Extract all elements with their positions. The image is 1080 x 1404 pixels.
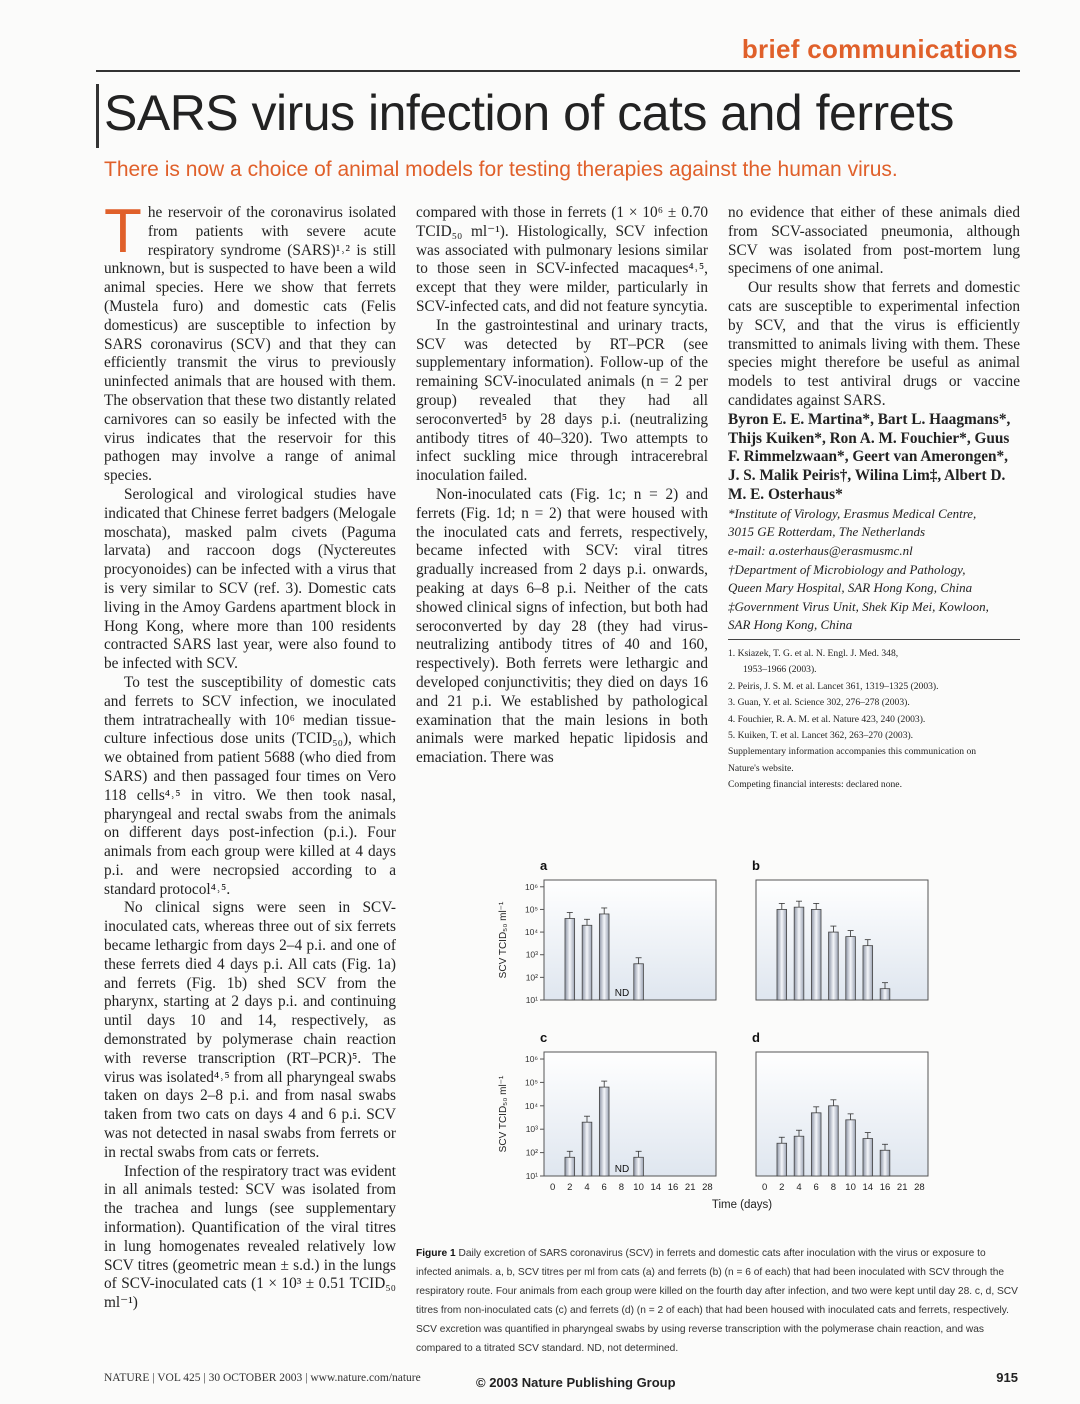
y-axis-label: SCV TCID₅₀ ml⁻¹ bbox=[498, 901, 509, 979]
data-bar bbox=[863, 946, 873, 1000]
y-tick-label: 10² bbox=[525, 972, 538, 983]
x-tick-label: 28 bbox=[702, 1182, 713, 1193]
panel-label: a bbox=[540, 858, 548, 873]
data-bar bbox=[811, 1113, 821, 1176]
paragraph: In the gastrointestinal and urinary tracts, SCV was detected by RT–PCR (see supplementary information). Follow-up of the remaining SCV-inoculated animals (n = 2 per group) revealed that they had all seroconverted⁵ by 28 days p.i. (neutralizing antibody titres of 40–320). Two attempts to infect suckling mice through intracerebral inoculation failed. bbox=[416, 316, 708, 485]
x-tick-label: 16 bbox=[879, 1182, 891, 1193]
panel-label: b bbox=[752, 858, 760, 873]
data-bar bbox=[846, 1120, 856, 1176]
figure-caption bbox=[416, 1244, 1020, 1358]
x-tick-label: 0 bbox=[761, 1182, 768, 1193]
x-tick-label: 21 bbox=[896, 1182, 908, 1193]
y-tick-label: 10³ bbox=[525, 949, 538, 960]
data-bar bbox=[880, 1150, 890, 1176]
reference-continued: 1953–1966 (2003). bbox=[743, 664, 817, 676]
affiliation-3-address: SAR Hong Kong, China bbox=[728, 617, 853, 633]
data-bar bbox=[829, 1106, 839, 1176]
article-title: SARS virus infection of cats and ferrets bbox=[104, 85, 954, 141]
reference: 1. Ksiazek, T. G. et al. N. Engl. J. Med. 348, bbox=[728, 647, 899, 659]
column-1 bbox=[104, 197, 396, 1313]
x-tick-label: 4 bbox=[796, 1182, 802, 1193]
data-bar bbox=[846, 937, 856, 1000]
copyright: © 2003 Nature Publishing Group bbox=[476, 1375, 676, 1390]
reference: 4. Fouchier, R. A. M. et al. Nature 423, 240 (2003). bbox=[728, 713, 926, 725]
x-tick-label: 28 bbox=[914, 1182, 925, 1193]
y-tick-label: 10⁶ bbox=[525, 1054, 538, 1065]
paragraph: Our results show that ferrets and domestic cats are susceptible to experimental infection by SCV, and that the virus is efficiently transmitted to animals living with them. These species might therefore be useful as animal models to test antiviral drugs or vaccine candidates against SARS. bbox=[728, 279, 1020, 409]
y-tick-label: 10¹ bbox=[525, 995, 538, 1005]
reference-list bbox=[728, 646, 1020, 794]
affiliation-1-address: 3015 GE Rotterdam, The Netherlands bbox=[728, 524, 926, 540]
nd-label: ND bbox=[614, 1164, 630, 1175]
figure-1 bbox=[416, 830, 1020, 1230]
competing-interests: Competing financial interests: declared none. bbox=[728, 779, 902, 791]
data-bar bbox=[829, 932, 839, 1000]
data-bar bbox=[599, 914, 609, 1000]
journal-info: NATURE | VOL 425 | 30 OCTOBER 2003 | www.nature.com/nature bbox=[104, 1372, 421, 1384]
column-3 bbox=[728, 204, 1020, 794]
column-2 bbox=[416, 204, 708, 768]
x-tick-label: 6 bbox=[601, 1182, 607, 1193]
paragraph-text: he reservoir of the coronavirus isolated from patients with severe acute respiratory syndrome (SARS)¹˒² is still unknown, but is suspected to have been a wild animal species. Here we show that ferrets (Mustela furo) and domestic cats (Felis domesticus) are susceptible to infection by SARS coronavirus (SCV) and that they can efficiently transmit the virus to previously uninfected animals that are housed with them. The observation that these two distantly related carnivores can so easily be infected with the virus indicates that the reservoir for this pathogen may involve a range of animal species. bbox=[104, 204, 396, 485]
paragraph: compared with those in ferrets (1 × 10⁶ ± 0.70 TCID₅₀ ml⁻¹). Histologically, SCV infection was associated with pulmonary lesions similar to those seen in SCV-infected macaques⁴˒⁵, except that they were milder, particularly in SCV-infected cats, and did not feature syncytia. bbox=[416, 204, 708, 315]
data-bar bbox=[811, 909, 821, 1000]
supplementary-note: Supplementary information accompanies this communication on bbox=[728, 746, 977, 758]
x-tick-label: 21 bbox=[684, 1182, 696, 1193]
author-list: Byron E. E. Martina*, Bart L. Haagmans*, Thijs Kuiken*, Ron A. M. Fouchier*, Guus F. Rimmelzwaan*, Geert van Amerongen*, J. S. Malik Peiris†, Wilina Lim‡, Albert D. M. E. Osterhaus* bbox=[728, 410, 1011, 503]
affiliation-2-address: Queen Mary Hospital, SAR Hong Kong, China bbox=[728, 580, 973, 596]
article-subtitle: There is now a choice of animal models for testing therapies against the human virus. bbox=[104, 158, 898, 181]
affiliation-3: ‡Government Virus Unit, Shek Kip Mei, Kowloon, bbox=[728, 598, 989, 614]
y-tick-label: 10⁶ bbox=[525, 881, 538, 892]
contact-email[interactable]: e-mail: a.osterhaus@erasmusmc.nl bbox=[728, 542, 913, 558]
affiliation-2: †Department of Microbiology and Pathology, bbox=[728, 561, 966, 577]
reference: 3. Guan, Y. et al. Science 302, 276–278 (2003). bbox=[728, 697, 910, 709]
x-tick-label: 8 bbox=[830, 1182, 837, 1193]
paragraph: No clinical signs were seen in SCV-inoculated cats, whereas three out of six ferrets became lethargic from days 2–4 p.i. and one of these ferrets died 4 days p.i. All cats (Fig. 1a) and ferrets (Fig. 1b) shed SCV from the pharynx, starting at 2 days p.i. and continuing until days 10 and 14, respectively, as demonstrated by polymerase chain reaction with reverse transcription (RT–PCR)⁵. The virus was isolated⁴˒⁵ from all pharyngeal swabs taken on days 2–8 p.i. and from nasal swabs taken from two cats on days 4 and 6 p.i. SCV was not detected in nasal swabs from ferrets or in rectal swabs from cats or ferrets. bbox=[104, 899, 396, 1161]
panel-label: d bbox=[752, 1030, 760, 1045]
data-bar bbox=[634, 964, 644, 1000]
y-tick-label: 10⁴ bbox=[524, 927, 538, 938]
paragraph: Serological and virological studies have indicated that Chinese ferret badgers (Melogale moschata), masked palm civets (Paguma larvata) and raccoon dogs (Nyctereutes procyonoides) can be infected with a virus that is very similar to SCV (ref. 3). Domestic cats living in the Amoy Gardens apartment block in Hong Kong, where more than 100 residents contracted SARS last year, were also found to be infected with SCV. bbox=[104, 485, 396, 673]
data-bar bbox=[777, 1143, 787, 1176]
affiliation-1: *Institute of Virology, Erasmus Medical Centre, bbox=[728, 505, 977, 521]
section-label: brief communications bbox=[741, 34, 1018, 64]
data-bar bbox=[582, 925, 592, 1000]
nd-label: ND bbox=[614, 988, 630, 999]
data-bar bbox=[582, 1122, 592, 1176]
reference: 5. Kuiken, T. et al. Lancet 362, 263–270 (2003). bbox=[728, 729, 914, 741]
panel-label: c bbox=[540, 1030, 548, 1045]
paragraph: To test the susceptibility of domestic cats and ferrets to SCV infection, we inoculated them intratracheally with 10⁶ median tissue-culture infectious dose units (TCID₅₀), which we obtained from patient 5688 (who died from SARS) and then passaged four times on Vero 118 cells⁴˒⁵ in vitro. We then took nasal, pharyngeal and rectal swabs from the animals on different days post-infection (p.i.). Four animals from each group were killed at 4 days p.i. and were necropsied according to a standard protocol⁴˒⁵. bbox=[104, 673, 396, 898]
paragraph: no evidence that either of these animals died from SCV-associated pneumonia, although SCV was isolated from post-mortem lung specimens of one animal. bbox=[728, 204, 1020, 278]
x-tick-label: 10 bbox=[845, 1182, 856, 1193]
x-tick-label: 0 bbox=[549, 1182, 556, 1193]
paragraph: Infection of the respiratory tract was evident in all animals tested: SCV was isolated from the trachea and lungs (see supplementary information). Quantification of the viral titres in lung homogenates revealed relatively low SCV titres (geometric mean ± s.d.) in the lungs of SCV-inoculated cats (1 × 10³ ± 0.51 TCID₅₀ ml⁻¹) bbox=[104, 1162, 396, 1312]
data-bar bbox=[880, 989, 890, 1000]
data-bar bbox=[565, 918, 575, 1000]
x-tick-label: 2 bbox=[567, 1182, 573, 1193]
title-bar bbox=[96, 84, 99, 148]
x-tick-label: 6 bbox=[813, 1182, 819, 1193]
x-axis-label: Time (days) bbox=[711, 1199, 773, 1211]
divider bbox=[728, 639, 1020, 640]
data-bar bbox=[863, 1139, 873, 1176]
x-tick-label: 14 bbox=[650, 1182, 662, 1193]
x-tick-label: 4 bbox=[584, 1182, 590, 1193]
x-tick-label: 10 bbox=[633, 1182, 644, 1193]
y-tick-label: 10¹ bbox=[525, 1171, 538, 1181]
y-tick-label: 10⁴ bbox=[524, 1100, 538, 1111]
x-tick-label: 8 bbox=[618, 1182, 625, 1193]
paragraph: Non-inoculated cats (Fig. 1c; n = 2) and ferrets (Fig. 1d; n = 2) that were housed with the inoculated cats and ferrets, respectively, became infected with SCV: viral titres gradually increased from 2 days p.i. onwards, peaking at days 6–8 p.i. Neither of the cats showed clinical signs of infection, but both had seroconverted by day 28 (they had virus-neutralizing antibody titres of 40 and 160, respectively). Both ferrets were lethargic and developed conjunctivitis; they died on days 16 and 21 p.i. We established by pathological examination that the main lesions in both animals were marked hepatic lipidosis and emaciation. There was bbox=[416, 485, 708, 767]
data-bar bbox=[634, 1157, 644, 1176]
reference: 2. Peiris, J. S. M. et al. Lancet 361, 1319–1325 (2003). bbox=[728, 680, 939, 692]
header-rule bbox=[96, 70, 1020, 72]
data-bar bbox=[599, 1087, 609, 1176]
dropcap: T bbox=[104, 197, 142, 266]
y-tick-label: 10³ bbox=[525, 1124, 538, 1135]
y-tick-label: 10⁵ bbox=[525, 1077, 538, 1088]
data-bar bbox=[794, 1136, 804, 1176]
y-tick-label: 10⁵ bbox=[525, 904, 538, 915]
paragraph bbox=[104, 197, 396, 486]
y-tick-label: 10² bbox=[525, 1147, 538, 1158]
data-bar bbox=[565, 1157, 575, 1176]
page-number: 915 bbox=[996, 1370, 1018, 1385]
caption-text: Daily excretion of SARS coronavirus (SCV) in ferrets and domestic cats after inoculation with the virus or exposure to infected animals. a, b, SCV titres per ml from cats (a) and ferrets (b) (n = 6 of each) that had been inoculated with SCV through the respiratory route. Four animals from each group were killed on the fourth day after infection, and two were kept until day 28. c, d, SCV titres from non-inoculated cats (c) and ferrets (d) (n = 2 of each) that had been housed with inoculated cats and ferrets, respectively. SCV excretion was quantified in pharyngeal swabs by using reverse transcription with the polymerase chain reaction, and was compared to a titrated SCV standard. ND, not determined. bbox=[416, 1248, 1018, 1354]
figure-label: Figure 1 bbox=[416, 1248, 456, 1259]
data-bar bbox=[777, 909, 787, 1000]
y-axis-label: SCV TCID₅₀ ml⁻¹ bbox=[498, 1075, 509, 1153]
x-tick-label: 14 bbox=[862, 1182, 874, 1193]
x-tick-label: 16 bbox=[667, 1182, 679, 1193]
supplementary-note-continued: Nature's website. bbox=[728, 762, 794, 774]
x-tick-label: 2 bbox=[779, 1182, 785, 1193]
data-bar bbox=[794, 907, 804, 1000]
